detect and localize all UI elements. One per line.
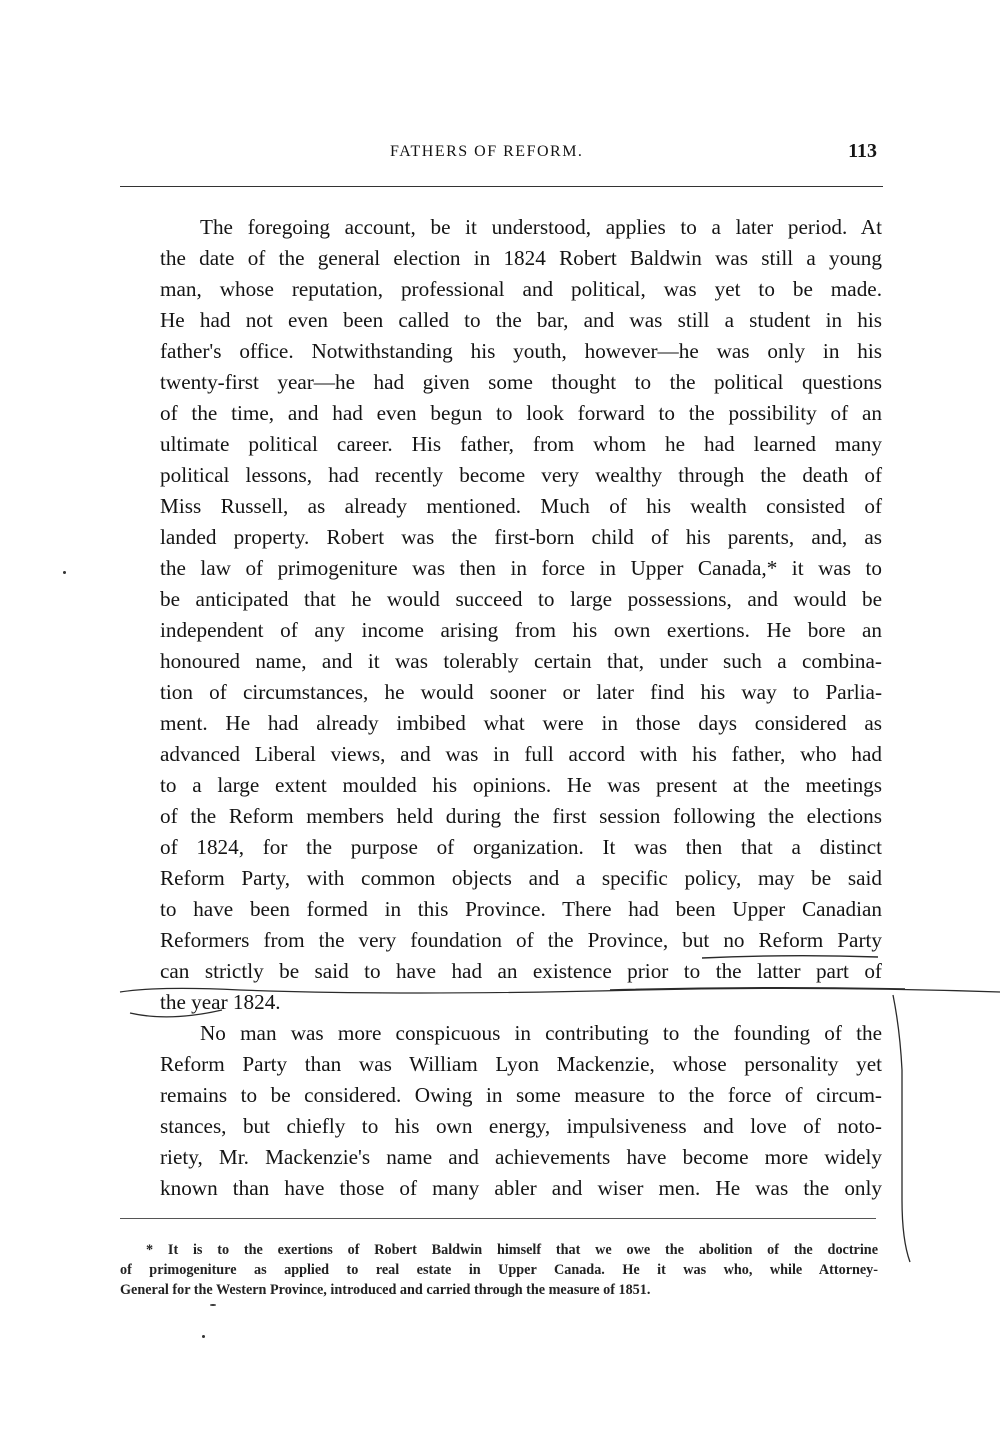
header-rule	[120, 186, 883, 187]
text-line: Miss Russell, as already mentioned. Much of his wealth consisted of	[160, 494, 882, 518]
text-line: Reform Party, with common objects and a specific policy, may be said	[160, 866, 882, 890]
stray-mark	[63, 571, 66, 574]
text-line: landed property. Robert was the first-born child of his parents, and, as	[160, 525, 882, 549]
page-header	[120, 140, 883, 170]
text-line: independent of any income arising from his own exertions. He bore an	[160, 618, 882, 642]
text-line: The foregoing account, be it understood, applies to a later period. At	[200, 215, 882, 239]
text-line: man, whose reputation, professional and political, was yet to be made.	[160, 277, 882, 301]
text-line: Reformers from the very foundation of the Province, but no Reform Party	[160, 928, 882, 952]
footnote	[120, 1240, 878, 1300]
text-line: advanced Liberal views, and was in full accord with his father, who had	[160, 742, 882, 766]
text-line: Reform Party than was William Lyon Mackenzie, whose personality yet	[160, 1052, 882, 1076]
text-line: No man was more conspicuous in contributing to the founding of the	[200, 1021, 882, 1045]
text-line: honoured name, and it was tolerably certain that, under such a combina-	[160, 649, 882, 673]
footnote-line: of primogeniture as applied to real estate in Upper Canada. He it was who, while Attorney-	[120, 1262, 878, 1278]
footnote-line: * It is to the exertions of Robert Baldwin himself that we owe the abolition of the doctrine	[146, 1242, 878, 1258]
text-line: be anticipated that he would succeed to large possessions, and would be	[160, 587, 882, 611]
text-line: to a large extent moulded his opinions. He was present at the meetings	[160, 773, 882, 797]
stray-mark	[210, 1304, 216, 1306]
text-line: twenty-first year—he had given some thought to the political questions	[160, 370, 882, 394]
body-text	[120, 212, 882, 1204]
text-line: the date of the general election in 1824 Robert Baldwin was still a young	[160, 246, 882, 270]
running-title: FATHERS OF REFORM.	[390, 143, 584, 160]
margin-bracket	[893, 995, 910, 1262]
paragraph-1	[120, 212, 882, 1018]
paragraph-2	[120, 1018, 882, 1204]
footnote-rule	[120, 1218, 876, 1219]
text-line: father's office. Notwithstanding his youth, however—he was only in his	[160, 339, 882, 363]
text-line: the year 1824.	[160, 990, 281, 1014]
text-line: of the Reform members held during the first session following the elections	[160, 804, 882, 828]
text-line: riety, Mr. Mackenzie's name and achievements have become more widely	[160, 1145, 882, 1169]
stray-mark	[202, 1335, 205, 1338]
text-line: known than have those of many abler and wiser men. He was the only	[160, 1176, 882, 1200]
text-line: ment. He had already imbibed what were in those days considered as	[160, 711, 882, 735]
text-line: remains to be considered. Owing in some measure to the force of circum-	[160, 1083, 882, 1107]
text-line: ultimate political career. His father, from whom he had learned many	[160, 432, 882, 456]
text-line: political lessons, had recently become very wealthy through the death of	[160, 463, 882, 487]
text-line: He had not even been called to the bar, and was still a student in his	[160, 308, 882, 332]
text-line: stances, but chiefly to his own energy, impulsiveness and love of noto-	[160, 1114, 882, 1138]
text-line: of the time, and had even begun to look forward to the possibility of an	[160, 401, 882, 425]
text-line: of 1824, for the purpose of organization. It was then that a distinct	[160, 835, 882, 859]
text-line: the law of primogeniture was then in force in Upper Canada,* it was to	[160, 556, 882, 580]
text-line: tion of circumstances, he would sooner or later find his way to Parlia-	[160, 680, 882, 704]
text-line: can strictly be said to have had an existence prior to the latter part of	[160, 959, 882, 983]
text-line: to have been formed in this Province. There had been Upper Canadian	[160, 897, 882, 921]
footnote-line: General for the Western Province, introduced and carried through the measure of 1851.	[120, 1282, 651, 1298]
page-number: 113	[848, 140, 877, 162]
